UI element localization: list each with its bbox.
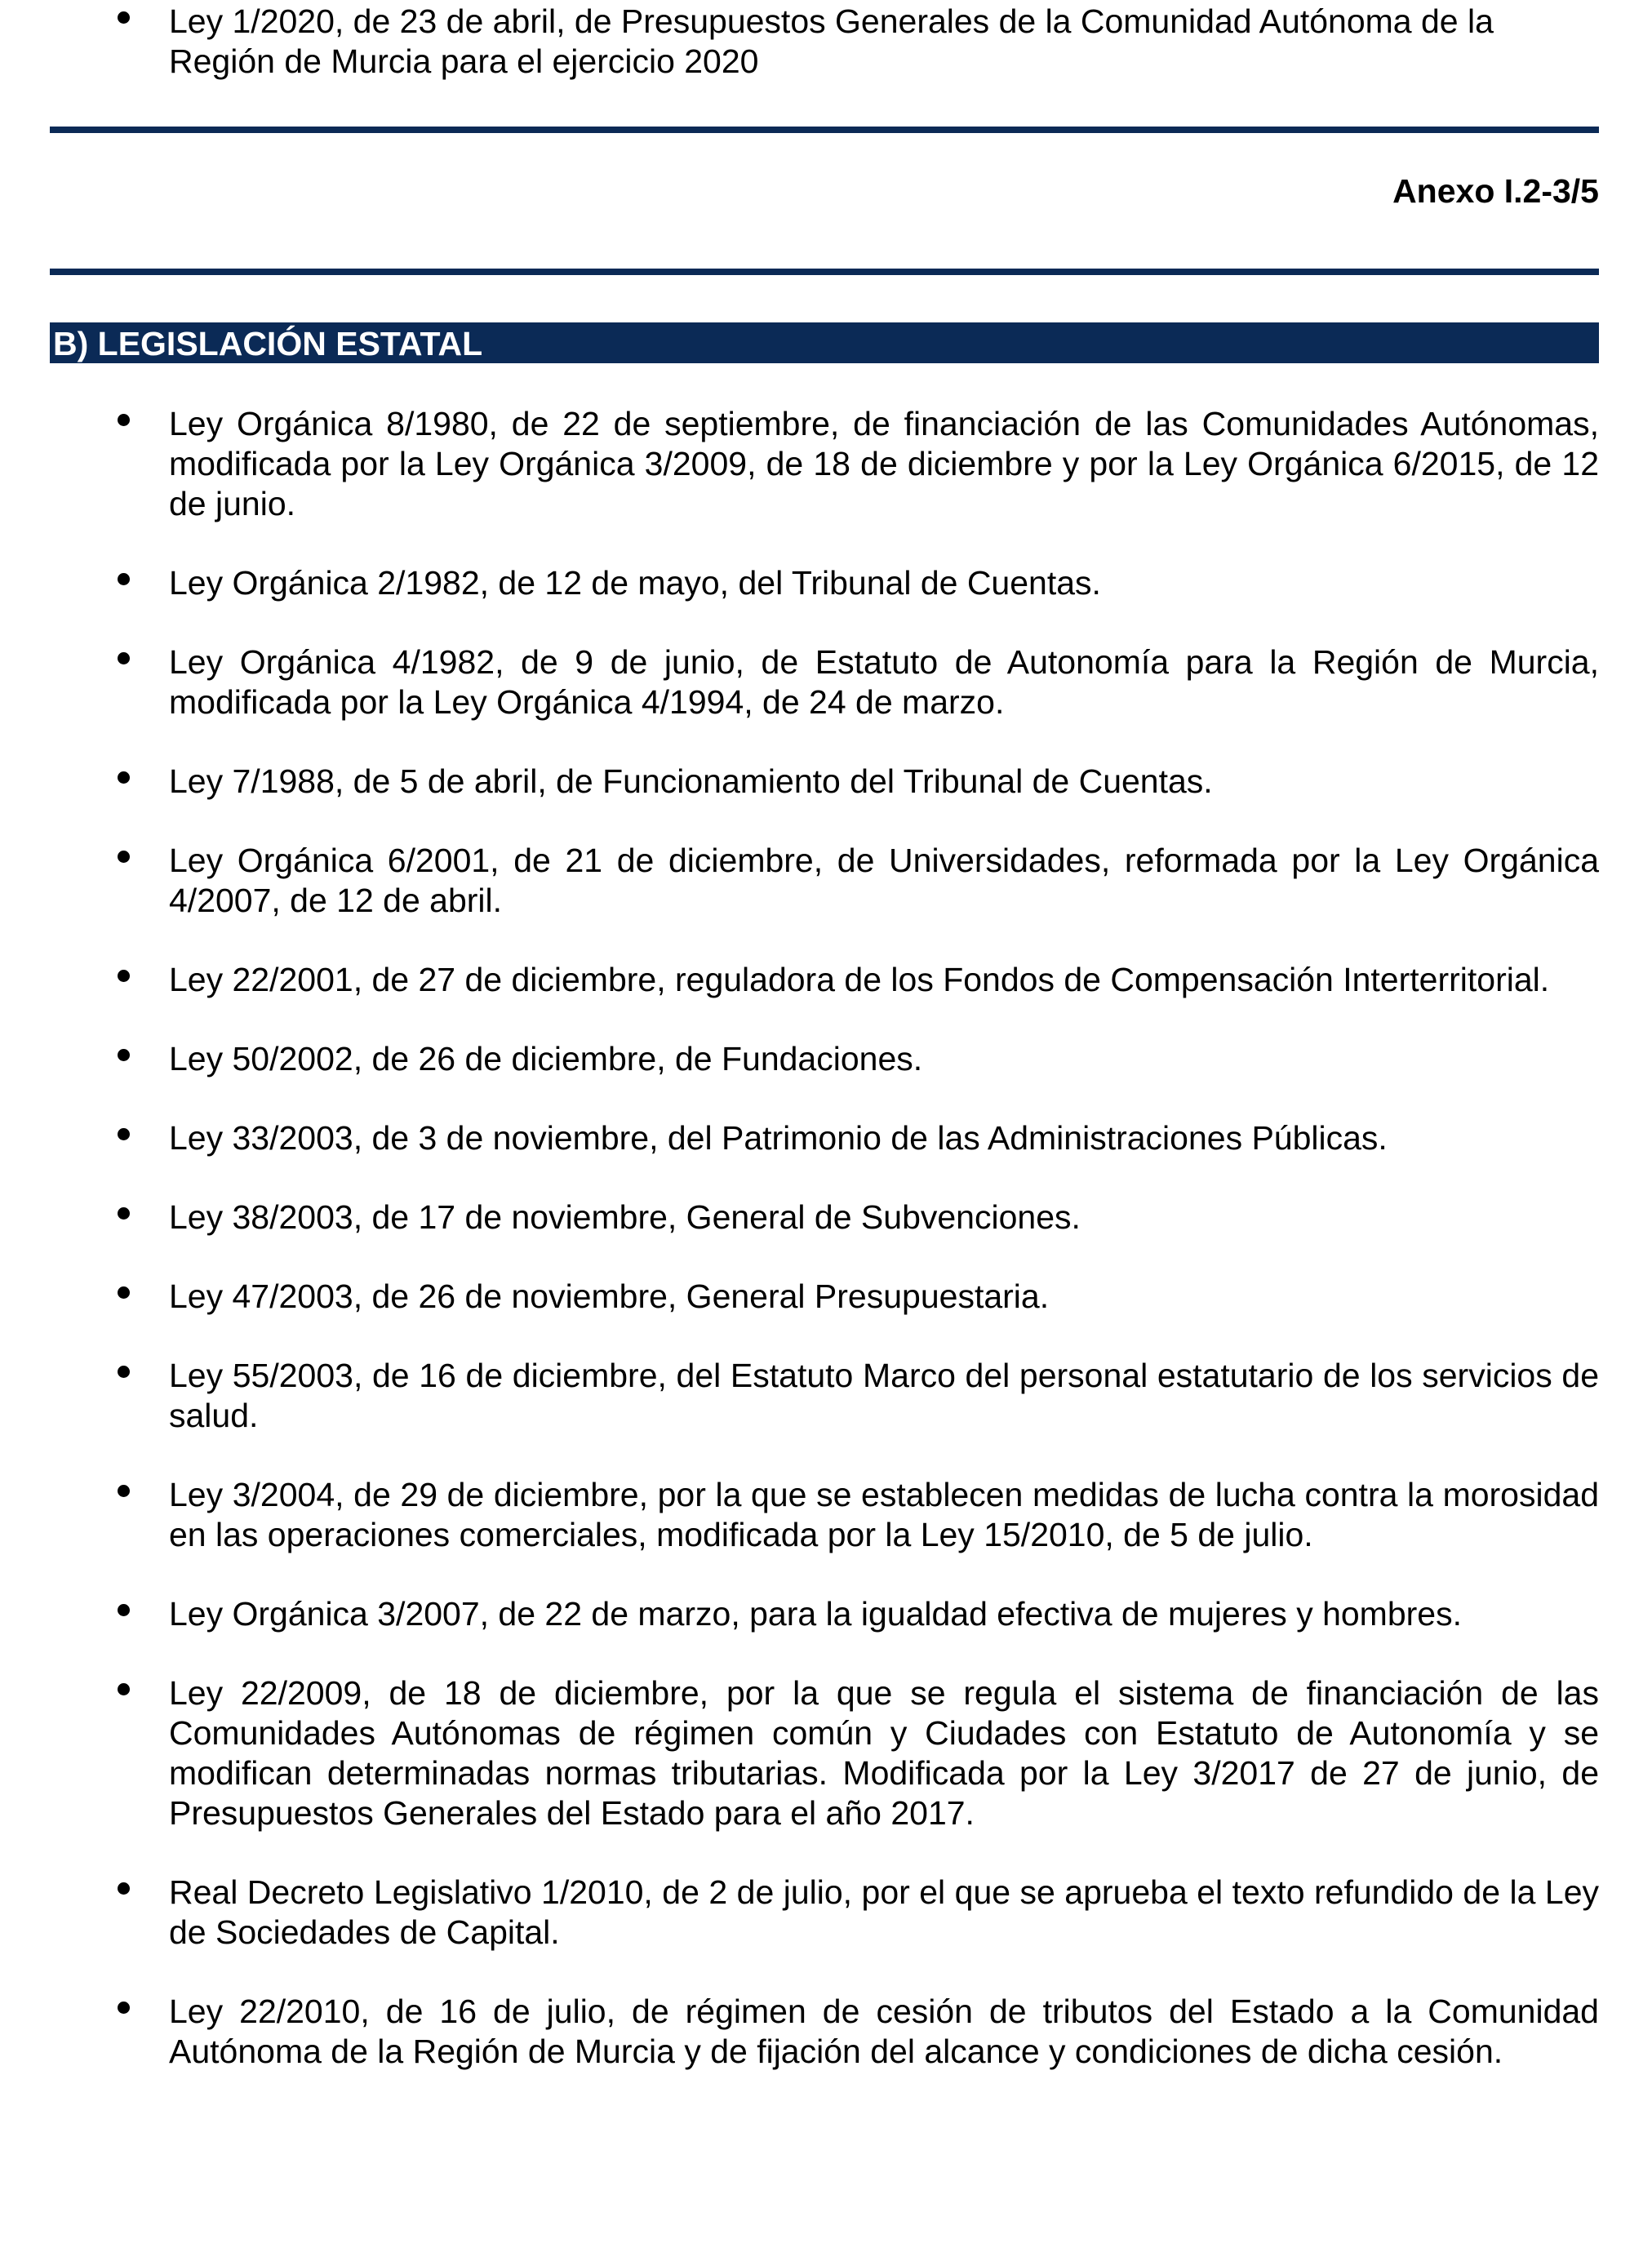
bullet-icon — [118, 771, 130, 784]
list-item — [50, 1673, 1599, 1833]
bullet-icon — [118, 1604, 130, 1616]
bullet-icon — [118, 1286, 130, 1299]
list-item — [50, 1475, 1599, 1555]
previous-list — [50, 2, 1599, 82]
bullet-icon — [118, 851, 130, 863]
list-item-text: Ley 55/2003, de 16 de diciembre, del Estatuto Marco del personal estatutario de los servicios de salud. — [169, 1357, 1599, 1434]
bullet-icon — [118, 652, 130, 664]
list-item — [50, 563, 1599, 603]
list-item — [50, 1356, 1599, 1436]
list-item-text: Ley Orgánica 2/1982, de 12 de mayo, del Tribunal de Cuentas. — [169, 564, 1101, 602]
list-item-text: Ley 22/2010, de 16 de julio, de régimen de cesión de tributos del Estado a la Comunidad Autónoma de la Región de Murcia y de fijación del alcance y condiciones de dicha cesión. — [169, 1993, 1599, 2070]
divider-top — [50, 127, 1599, 133]
list-item-text: Ley Orgánica 6/2001, de 21 de diciembre, de Universidades, reformada por la Ley Orgánica 4/2007, de 12 de abril. — [169, 842, 1599, 919]
bullet-icon — [118, 573, 130, 585]
list-item-text: Real Decreto Legislativo 1/2010, de 2 de julio, por el que se aprueba el texto refundido de la Ley de Sociedades de Capital. — [169, 1873, 1599, 1951]
bullet-icon — [118, 1207, 130, 1220]
list-item-text: Ley 22/2009, de 18 de diciembre, por la que se regula el sistema de financiación de las Comunidades Autónomas de régimen común y Ciudades con Estatuto de Autonomía y se modifican determinadas normas tributarias. Modificada por la Ley 3/2017 de 27 de junio, de Presupuestos Generales del Estado para el año 2017. — [169, 1674, 1599, 1832]
bullet-icon — [118, 970, 130, 982]
list-item-text: Ley Orgánica 3/2007, de 22 de marzo, para la igualdad efectiva de mujeres y hombres. — [169, 1595, 1462, 1633]
list-item-text: Ley 38/2003, de 17 de noviembre, General de Subvenciones. — [169, 1198, 1081, 1236]
list-item — [50, 2, 1599, 82]
section-heading: B) LEGISLACIÓN ESTATAL — [50, 322, 1599, 363]
bullet-icon — [118, 1128, 130, 1140]
bullet-icon — [118, 1683, 130, 1695]
bullet-icon — [118, 2002, 130, 2014]
legislation-list — [50, 404, 1599, 2111]
list-item — [50, 1594, 1599, 1634]
divider-bottom — [50, 269, 1599, 275]
list-item-text: Ley 7/1988, de 5 de abril, de Funcionamiento del Tribunal de Cuentas. — [169, 762, 1213, 800]
annex-label: Anexo I.2-3/5 — [1392, 172, 1599, 210]
list-item — [50, 404, 1599, 524]
list-item-text: Ley Orgánica 4/1982, de 9 de junio, de Estatuto de Autonomía para la Región de Murcia, modificada por la Ley Orgánica 4/1994, de 24 de marzo. — [169, 643, 1599, 721]
list-item-text: Ley 1/2020, de 23 de abril, de Presupuestos Generales de la Comunidad Autónoma de la Región de Murcia para el ejercicio 2020 — [169, 2, 1494, 80]
bullet-icon — [118, 1485, 130, 1497]
list-item-text: Ley 3/2004, de 29 de diciembre, por la que se establecen medidas de lucha contra la morosidad en las operaciones comerciales, modificada por la Ley 15/2010, de 5 de julio. — [169, 1476, 1599, 1553]
list-item-text: Ley 22/2001, de 27 de diciembre, reguladora de los Fondos de Compensación Interterritorial. — [169, 961, 1550, 998]
bullet-icon — [118, 414, 130, 426]
list-item — [50, 960, 1599, 1000]
list-item — [50, 642, 1599, 722]
bullet-icon — [118, 1882, 130, 1895]
list-item — [50, 1992, 1599, 2072]
list-item — [50, 762, 1599, 802]
list-item-text: Ley 50/2002, de 26 de diciembre, de Fundaciones. — [169, 1040, 923, 1077]
list-item — [50, 1873, 1599, 1953]
bullet-icon — [118, 1049, 130, 1061]
bullet-icon — [118, 1366, 130, 1378]
list-item-text: Ley 47/2003, de 26 de noviembre, General Presupuestaria. — [169, 1277, 1050, 1315]
list-item — [50, 1039, 1599, 1079]
list-item — [50, 1277, 1599, 1317]
list-item — [50, 1197, 1599, 1237]
list-item-text: Ley 33/2003, de 3 de noviembre, del Patrimonio de las Administraciones Públicas. — [169, 1119, 1388, 1157]
list-item — [50, 841, 1599, 921]
list-item-text: Ley Orgánica 8/1980, de 22 de septiembre, de financiación de las Comunidades Autónomas, modificada por la Ley Orgánica 3/2009, de 18 de diciembre y por la Ley Orgánica 6/2015, de 12 de junio. — [169, 405, 1599, 522]
list-item — [50, 1118, 1599, 1158]
bullet-icon — [118, 11, 130, 24]
